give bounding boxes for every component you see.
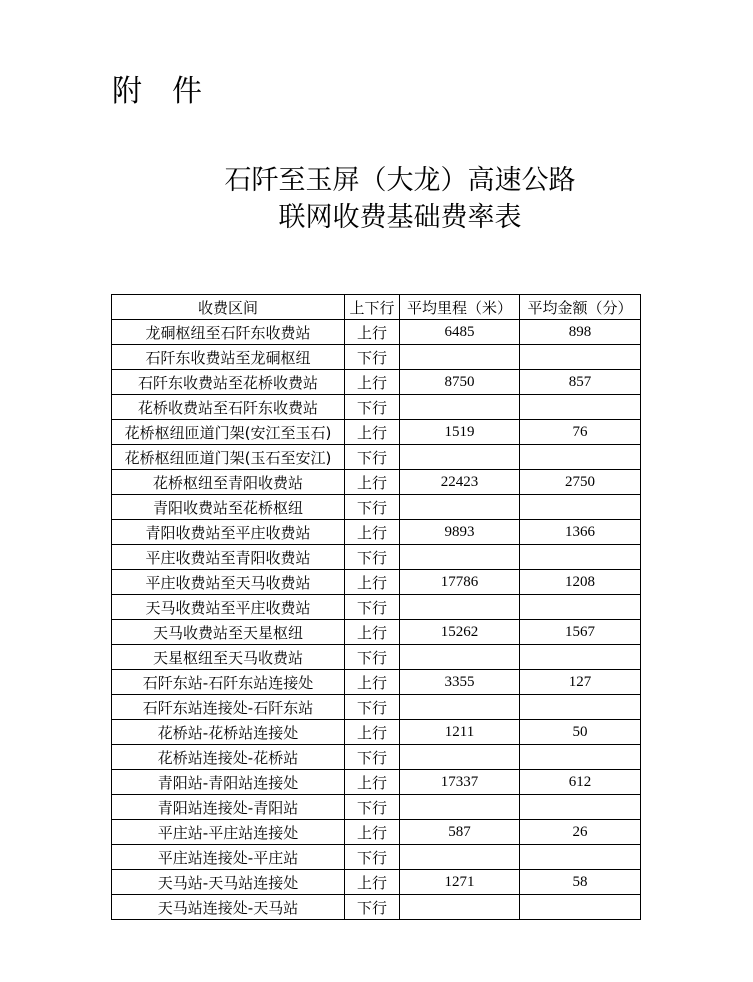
cell-amount [520,645,641,670]
attachment-label [112,66,202,110]
cell-direction: 上行 [345,670,400,695]
table-row [112,870,641,895]
table-row [112,695,641,720]
cell-direction: 下行 [345,845,400,870]
cell-amount [520,745,641,770]
cell-section: 花桥枢纽至青阳收费站 [112,470,345,495]
cell-direction: 上行 [345,620,400,645]
cell-direction: 下行 [345,595,400,620]
table-row [112,795,641,820]
table-row [112,770,641,795]
cell-direction: 下行 [345,695,400,720]
cell-section: 天马收费站至平庄收费站 [112,595,345,620]
table-row [112,370,641,395]
attachment-char-1: 附 [112,74,142,109]
cell-direction: 下行 [345,545,400,570]
title-line-1: 石阡至玉屏（大龙）高速公路 [224,165,576,196]
cell-direction: 下行 [345,745,400,770]
cell-section: 青阳收费站至平庄收费站 [112,520,345,545]
cell-amount [520,845,641,870]
cell-distance: 9893 [400,520,520,545]
cell-distance [400,845,520,870]
cell-distance [400,495,520,520]
cell-direction: 上行 [345,320,400,345]
cell-distance: 3355 [400,670,520,695]
cell-distance [400,745,520,770]
table-row [112,495,641,520]
cell-distance: 15262 [400,620,520,645]
cell-distance [400,645,520,670]
cell-section: 平庄站连接处-平庄站 [112,845,345,870]
cell-amount: 1567 [520,620,641,645]
cell-direction: 上行 [345,520,400,545]
cell-direction: 下行 [345,795,400,820]
table-row [112,545,641,570]
cell-amount [520,695,641,720]
cell-distance: 1519 [400,420,520,445]
cell-direction: 下行 [345,445,400,470]
cell-amount [520,795,641,820]
header-distance: 平均里程（米） [400,295,520,320]
cell-distance: 17786 [400,570,520,595]
cell-section: 天马收费站至天星枢纽 [112,620,345,645]
header-amount: 平均金额（分） [520,295,641,320]
attachment-char-2: 件 [172,74,202,109]
table-row [112,645,641,670]
cell-distance [400,395,520,420]
cell-direction: 下行 [345,395,400,420]
cell-distance: 8750 [400,370,520,395]
cell-section: 青阳收费站至花桥枢纽 [112,495,345,520]
cell-amount [520,595,641,620]
cell-distance: 22423 [400,470,520,495]
table-row [112,470,641,495]
table-row [112,395,641,420]
table-row [112,745,641,770]
cell-amount: 76 [520,420,641,445]
cell-distance: 1271 [400,870,520,895]
title-line-2: 联网收费基础费率表 [278,202,522,233]
cell-amount [520,545,641,570]
cell-section: 平庄收费站至天马收费站 [112,570,345,595]
table-row [112,320,641,345]
table-header-row [112,295,641,320]
cell-section: 石阡东站-石阡东站连接处 [112,670,345,695]
table-row [112,845,641,870]
cell-direction: 上行 [345,370,400,395]
cell-amount: 58 [520,870,641,895]
table-row [112,820,641,845]
cell-direction: 上行 [345,720,400,745]
cell-amount [520,895,641,920]
cell-distance: 17337 [400,770,520,795]
cell-section: 花桥枢纽匝道门架(安江至玉石) [112,420,345,445]
cell-direction: 上行 [345,870,400,895]
table-row [112,720,641,745]
cell-distance [400,795,520,820]
cell-direction: 下行 [345,895,400,920]
cell-amount: 857 [520,370,641,395]
cell-distance [400,895,520,920]
cell-direction: 下行 [345,645,400,670]
cell-section: 平庄站-平庄站连接处 [112,820,345,845]
cell-direction: 上行 [345,470,400,495]
cell-amount: 50 [520,720,641,745]
cell-distance [400,545,520,570]
cell-distance [400,445,520,470]
table-row [112,620,641,645]
cell-amount [520,445,641,470]
cell-distance: 1211 [400,720,520,745]
cell-direction: 下行 [345,345,400,370]
cell-amount: 26 [520,820,641,845]
cell-section: 石阡东收费站至龙硐枢纽 [112,345,345,370]
cell-amount: 1208 [520,570,641,595]
cell-distance [400,345,520,370]
table-row [112,570,641,595]
cell-section: 花桥收费站至石阡东收费站 [112,395,345,420]
cell-section: 天星枢纽至天马收费站 [112,645,345,670]
cell-section: 平庄收费站至青阳收费站 [112,545,345,570]
cell-direction: 上行 [345,420,400,445]
fee-rate-table [111,294,641,920]
table-row [112,345,641,370]
table-row [112,895,641,920]
cell-section: 天马站连接处-天马站 [112,895,345,920]
header-section: 收费区间 [112,295,345,320]
cell-distance [400,595,520,620]
cell-direction: 下行 [345,495,400,520]
cell-section: 青阳站连接处-青阳站 [112,795,345,820]
header-direction: 上下行 [345,295,400,320]
cell-section: 花桥枢纽匝道门架(玉石至安江) [112,445,345,470]
cell-amount: 2750 [520,470,641,495]
cell-section: 石阡东站连接处-石阡东站 [112,695,345,720]
cell-direction: 上行 [345,770,400,795]
cell-amount [520,345,641,370]
cell-section: 龙硐枢纽至石阡东收费站 [112,320,345,345]
cell-section: 石阡东收费站至花桥收费站 [112,370,345,395]
table-row [112,420,641,445]
cell-amount: 127 [520,670,641,695]
cell-section: 花桥站连接处-花桥站 [112,745,345,770]
cell-distance [400,695,520,720]
cell-amount [520,395,641,420]
cell-direction: 上行 [345,820,400,845]
cell-amount: 898 [520,320,641,345]
cell-distance: 587 [400,820,520,845]
cell-amount: 612 [520,770,641,795]
cell-distance: 6485 [400,320,520,345]
cell-amount: 1366 [520,520,641,545]
table-row [112,520,641,545]
cell-section: 天马站-天马站连接处 [112,870,345,895]
cell-section: 青阳站-青阳站连接处 [112,770,345,795]
table-row [112,445,641,470]
cell-section: 花桥站-花桥站连接处 [112,720,345,745]
table-row [112,595,641,620]
cell-amount [520,495,641,520]
cell-direction: 上行 [345,570,400,595]
table-row [112,670,641,695]
